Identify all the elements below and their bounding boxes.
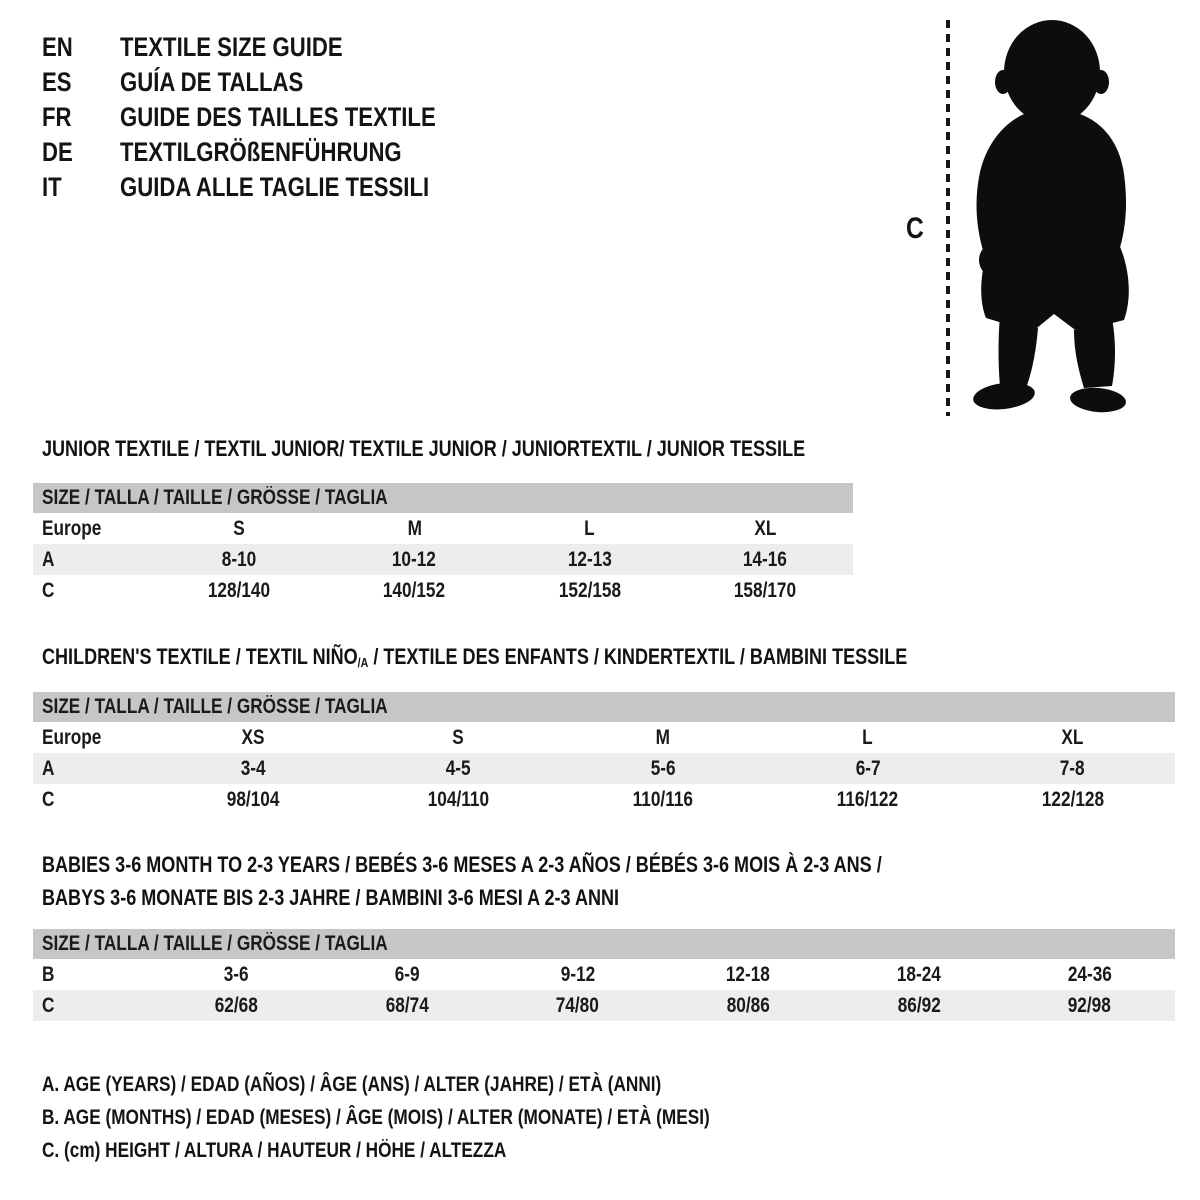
value-cell: 3-4: [240, 756, 266, 780]
row-label: Europe: [42, 725, 102, 749]
junior-table-title: JUNIOR TEXTILE / TEXTIL JUNIOR/ TEXTILE JUNIOR / JUNIORTEXTIL / JUNIOR TESSILE: [42, 436, 806, 461]
size-cell: XL: [1061, 725, 1084, 749]
size-cell: M: [407, 516, 422, 540]
age-row-a: [33, 753, 1175, 784]
value-cell: 68/74: [385, 993, 429, 1017]
value-cell: 4-5: [445, 756, 471, 780]
value-cell: 122/128: [1041, 787, 1104, 811]
row-label: C: [42, 578, 55, 602]
value-cell: 8-10: [221, 547, 256, 571]
value-cell: 158/170: [734, 578, 797, 602]
footnotes: [42, 1068, 856, 1167]
language-row-de: [42, 135, 505, 170]
value-cell: 14-16: [743, 547, 788, 571]
language-row-es: [42, 65, 505, 100]
size-header-row: SIZE / TALLA / TAILLE / GRÖSSE / TAGLIA: [33, 483, 853, 513]
value-cell: 24-36: [1067, 962, 1112, 986]
height-row-c: [33, 990, 1175, 1021]
value-cell: 7-8: [1060, 756, 1086, 780]
language-row-it: [42, 170, 505, 205]
language-title: GUIDA ALLE TAGLIE TESSILI: [120, 172, 430, 202]
footnote-c: C. (cm) HEIGHT / ALTURA / HAUTEUR / HÖHE / ALTEZZA: [42, 1138, 507, 1162]
value-cell: 12-13: [567, 547, 612, 571]
value-cell: 12-18: [726, 962, 771, 986]
language-code: DE: [42, 137, 73, 167]
size-cell: XL: [754, 516, 777, 540]
value-cell: 5-6: [650, 756, 676, 780]
value-cell: 152/158: [558, 578, 621, 602]
size-cell: S: [452, 725, 464, 749]
toddler-silhouette-image: [962, 12, 1140, 420]
language-row-en: [42, 30, 505, 65]
value-cell: 10-12: [392, 547, 437, 571]
size-cell: M: [655, 725, 671, 749]
value-cell: 80/86: [726, 993, 770, 1017]
value-cell: 92/98: [1068, 993, 1112, 1017]
language-code: FR: [42, 102, 72, 132]
size-cell: S: [232, 516, 245, 540]
size-header-row: SIZE / TALLA / TAILLE / GRÖSSE / TAGLIA: [33, 692, 1175, 722]
value-cell: 6-7: [855, 756, 881, 780]
language-code: ES: [42, 67, 72, 97]
language-title: TEXTILE SIZE GUIDE: [120, 32, 343, 62]
value-cell: 86/92: [897, 993, 941, 1017]
size-header-row: SIZE / TALLA / TAILLE / GRÖSSE / TAGLIA: [33, 929, 1175, 959]
junior-table: [33, 483, 853, 606]
age-row-a: [33, 544, 853, 575]
sizes-row: [33, 513, 853, 544]
value-cell: 18-24: [896, 962, 942, 986]
value-cell: 9-12: [560, 962, 595, 986]
height-row-c: [33, 784, 1175, 815]
value-cell: 104/110: [427, 787, 489, 811]
value-cell: 110/116: [632, 787, 694, 811]
value-cell: 6-9: [394, 962, 420, 986]
value-cell: 116/122: [837, 787, 899, 811]
sizes-row: [33, 722, 1175, 753]
language-title: TEXTILGRÖßENFÜHRUNG: [120, 137, 402, 167]
children-table-title: CHILDREN'S TEXTILE / TEXTIL $NIÑO_{/A}$ / TEXTILE DES ENFANTS / KINDERTEXTIL / BAMBINI TESSILE: [42, 644, 908, 670]
row-label: Europe: [42, 516, 102, 540]
size-cell: L: [584, 516, 596, 540]
language-title-block: [42, 30, 505, 205]
language-row-fr: [42, 100, 505, 135]
babies-table-title: BABIES 3-6 MONTH TO 2-3 YEARS / BEBÉS 3-6 MESES A 2-3 AÑOS / BÉBÉS 3-6 MOIS À 2-3 ANS / BABYS 3-6 MONATE BIS 2-3 JAHRE / BAMBINI 3-6 MESI A 2-3 ANNI: [42, 851, 882, 910]
babies-table: [33, 929, 1175, 1021]
value-cell: 140/152: [383, 578, 446, 602]
value-cell: 62/68: [214, 993, 258, 1017]
row-label: A: [42, 756, 55, 780]
row-label: A: [42, 547, 55, 571]
height-row-c: [33, 575, 853, 606]
row-label: C: [42, 993, 55, 1017]
value-cell: 128/140: [207, 578, 270, 602]
height-dashed-line: [946, 20, 950, 416]
months-row-b: [33, 959, 1175, 990]
size-cell: XS: [241, 725, 265, 749]
footnote-b: B. AGE (MONTHS) / EDAD (MESES) / ÂGE (MOIS) / ALTER (MONATE) / ETÀ (MESI): [42, 1105, 710, 1129]
language-code: EN: [42, 32, 73, 62]
row-label: B: [42, 962, 55, 986]
language-code: IT: [42, 172, 62, 202]
row-label: C: [42, 787, 55, 811]
height-label-c: C: [905, 212, 924, 245]
language-title: GUÍA DE TALLAS: [120, 67, 304, 97]
value-cell: 3-6: [223, 962, 249, 986]
value-cell: 74/80: [556, 993, 600, 1017]
footnote-a: A. AGE (YEARS) / EDAD (AÑOS) / ÂGE (ANS) / ALTER (JAHRE) / ETÀ (ANNI): [42, 1072, 662, 1096]
children-table: [33, 692, 1175, 815]
language-title: GUIDE DES TAILLES TEXTILE: [120, 102, 436, 132]
value-cell: 98/104: [227, 787, 280, 811]
size-cell: L: [862, 725, 874, 749]
